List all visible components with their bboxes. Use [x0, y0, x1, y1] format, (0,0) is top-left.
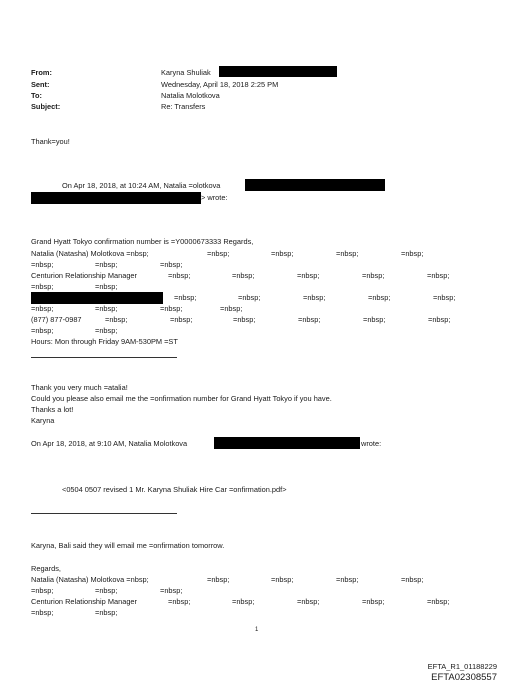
sig2-title: Centurion Relationship Manager [31, 597, 137, 606]
karyna-signoff: Karyna [31, 416, 55, 425]
nbsp-token: =nbsp; [401, 249, 424, 258]
request-line: Could you please also email me the =onfirmation number for Grand Hyatt Tokyo if you have. [31, 394, 332, 403]
nbsp-token: =nbsp; [95, 304, 118, 313]
attachment-name: <0504 0507 revised 1 Mr. Karyna Shuliak Hire Car =onfirmation.pdf> [62, 485, 287, 494]
nbsp-token: =nbsp; [271, 575, 294, 584]
redaction-box [219, 66, 337, 77]
nbsp-token: =nbsp; [207, 249, 230, 258]
thanks-lot-line: Thanks a lot! [31, 405, 74, 414]
nbsp-token: =nbsp; [238, 293, 261, 302]
nbsp-token: =nbsp; [362, 271, 385, 280]
nbsp-token: =nbsp; [174, 293, 197, 302]
sig2-name: Natalia (Natasha) Molotkova =nbsp; [31, 575, 149, 584]
quote1-header: On Apr 18, 2018, at 10:24 AM, Natalia =olotkova [62, 181, 221, 190]
nbsp-token: =nbsp; [160, 304, 183, 313]
bali-line: Karyna, Bali said they will email me =onfirmation tomorrow. [31, 541, 225, 550]
nbsp-token: =nbsp; [362, 597, 385, 606]
nbsp-token: =nbsp; [160, 586, 183, 595]
nbsp-token: =nbsp; [95, 586, 118, 595]
nbsp-token: =nbsp; [232, 271, 255, 280]
nbsp-token: =nbsp; [31, 586, 54, 595]
nbsp-token: =nbsp; [427, 271, 450, 280]
nbsp-token: =nbsp; [336, 249, 359, 258]
hours-line: Hours: Mon through Friday 9AM-530PM =ST [31, 337, 178, 346]
nbsp-token: =nbsp; [95, 282, 118, 291]
nbsp-token: =nbsp; [298, 315, 321, 324]
from-label: From: [31, 68, 52, 77]
nbsp-token: =nbsp; [95, 326, 118, 335]
nbsp-token: =nbsp; [170, 315, 193, 324]
nbsp-token: =nbsp; [31, 260, 54, 269]
sig1-title: Centurion Relationship Manager [31, 271, 137, 280]
quote1-wrote: > wrote: [201, 193, 228, 202]
regards-line: Regards, [31, 564, 61, 573]
nbsp-token: =nbsp; [297, 271, 320, 280]
quote2-header: On Apr 18, 2018, at 9:10 AM, Natalia Molotkova [31, 439, 188, 448]
nbsp-token: =nbsp; [271, 249, 294, 258]
sent-label: Sent: [31, 80, 50, 89]
nbsp-token: =nbsp; [297, 597, 320, 606]
to-label: To: [31, 91, 42, 100]
nbsp-token: =nbsp; [233, 315, 256, 324]
nbsp-token: =nbsp; [160, 260, 183, 269]
subject-label: Subject: [31, 102, 61, 111]
thanks-line: Thank=you! [31, 137, 70, 146]
redaction-box [245, 179, 385, 191]
nbsp-token: =nbsp; [220, 304, 243, 313]
nbsp-token: =nbsp; [95, 260, 118, 269]
redaction-box [214, 437, 360, 449]
nbsp-token: =nbsp; [433, 293, 456, 302]
page-number: 1 [255, 627, 259, 633]
nbsp-token: =nbsp; [105, 315, 128, 324]
sig1-name: Natalia (Natasha) Molotkova =nbsp; [31, 249, 149, 258]
nbsp-token: =nbsp; [31, 608, 54, 617]
nbsp-token: =nbsp; [168, 597, 191, 606]
nbsp-token: =nbsp; [31, 282, 54, 291]
separator-line [31, 513, 177, 514]
bates-ref-2: EFTA02308557 [431, 672, 497, 683]
thank-you-line: Thank you very much =atalia! [31, 383, 128, 392]
nbsp-token: =nbsp; [207, 575, 230, 584]
nbsp-token: =nbsp; [31, 304, 54, 313]
phone-number: (877) 877-0987 [31, 315, 82, 324]
redaction-box [31, 192, 201, 204]
to-value: Natalia Molotkova [161, 91, 220, 100]
separator-line [31, 357, 177, 358]
confirmation-line: Grand Hyatt Tokyo confirmation number is =Y0000673333 Regards, [31, 237, 254, 246]
subject-value: Re: Transfers [161, 102, 206, 111]
redaction-box [31, 292, 163, 304]
nbsp-token: =nbsp; [427, 597, 450, 606]
nbsp-token: =nbsp; [31, 326, 54, 335]
nbsp-token: =nbsp; [303, 293, 326, 302]
nbsp-token: =nbsp; [232, 597, 255, 606]
nbsp-token: =nbsp; [428, 315, 451, 324]
quote2-wrote: wrote: [361, 439, 382, 448]
nbsp-token: =nbsp; [368, 293, 391, 302]
nbsp-token: =nbsp; [363, 315, 386, 324]
nbsp-token: =nbsp; [336, 575, 359, 584]
bates-ref-1: EFTA_R1_01188229 [427, 662, 497, 671]
nbsp-token: =nbsp; [95, 608, 118, 617]
nbsp-token: =nbsp; [168, 271, 191, 280]
sent-value: Wednesday, April 18, 2018 2:25 PM [161, 80, 279, 89]
nbsp-token: =nbsp; [401, 575, 424, 584]
from-value: Karyna Shuliak [161, 68, 211, 77]
